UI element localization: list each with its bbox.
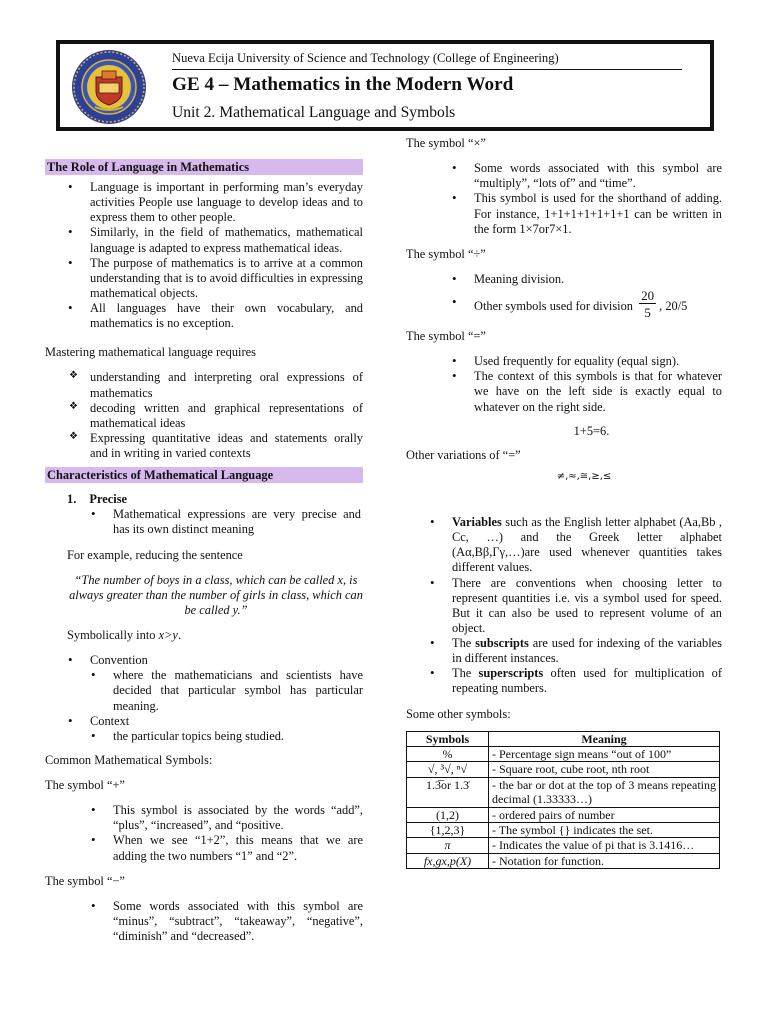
other-variations-heading: Other variations of “=” <box>406 447 521 462</box>
symbol-cell: fx,gx,p(X) <box>407 853 489 868</box>
variables-list <box>452 515 722 697</box>
equal-variations: ≠,≈,≅,≥,≤ <box>556 470 612 482</box>
variables-term: Variables <box>452 515 502 530</box>
subscripts-term: subscripts <box>475 636 529 651</box>
table-row <box>407 823 720 838</box>
plus-heading: The symbol “+” <box>45 778 125 792</box>
meaning-cell: - Square root, cube root, nth root <box>489 762 720 777</box>
list-item: • The purpose of mathematics is to arrive at a common understanding that is to avoid difficulties in expressing mathematical objects. <box>90 256 363 301</box>
division-heading: The symbol “÷” <box>406 246 486 261</box>
list-item: • Language is important in performing man’s everyday activities People use language to develop ideas and to express them to other people. <box>90 180 363 225</box>
list-item: • There are conventions when choosing letter to represent quantities i.e. νis a symbol used for speed. But it can also be used to represent volume of an object. <box>452 576 722 637</box>
symbols-column-header: Symbols <box>407 731 489 746</box>
meaning-column-header: Meaning <box>489 731 720 746</box>
list-item <box>90 714 363 744</box>
symbol-cell: (1,2) <box>407 807 489 822</box>
symbol-cell: √, ³√, ⁿ√ <box>407 762 489 777</box>
mastering-list <box>90 370 363 461</box>
list-item: ❖ Expressing quantitative ideas and statements orally and in writing in varied contexts <box>90 431 363 461</box>
list-item: • Some words associated with this symbol are “multiply”, “lots of” and “time”. <box>474 161 722 191</box>
symbol-cell: % <box>407 747 489 762</box>
characteristics-section-heading: Characteristics of Mathematical Language <box>45 467 363 483</box>
superscripts-text: often used for multiplication of repeating numbers. <box>452 666 722 696</box>
table-row <box>407 762 720 777</box>
superscripts-term: superscripts <box>478 666 544 681</box>
list-item: • Some words associated with this symbol are “minus”, “subtract”, “takeaway”, “negative”, “diminish” and “decreased”. <box>113 899 363 944</box>
meaning-cell: - ordered pairs of number <box>489 807 720 822</box>
meaning-cell: - Notation for function. <box>489 853 720 868</box>
minus-list <box>113 899 363 944</box>
meaning-cell: - The symbol {} indicates the set. <box>489 823 720 838</box>
division-text: Other symbols used for division <box>474 298 634 313</box>
list-item: • Meaning division. <box>474 272 722 287</box>
mastering-intro: Mastering mathematical language requires <box>45 345 256 360</box>
symbolically-line <box>67 628 363 643</box>
precise-title: Precise <box>89 492 128 507</box>
fraction-numerator: 20 <box>641 288 655 303</box>
list-item: • the particular topics being studied. <box>113 729 363 744</box>
convention-list <box>90 653 363 744</box>
list-item: • When we see “1+2”, this means that we are adding the two numbers “1” and “2”. <box>113 833 363 863</box>
list-item: • Similarly, in the field of mathematics, mathematical language is adapted to express mathematical ideas. <box>90 225 363 255</box>
plus-list <box>113 803 363 864</box>
symbolically-end: . <box>177 628 182 642</box>
fraction-denominator: 5 <box>644 305 651 320</box>
equals-heading: The symbol “=” <box>406 329 486 343</box>
list-item <box>452 666 722 696</box>
table-row <box>407 853 720 868</box>
symbol-cell: {1,2,3} <box>407 823 489 838</box>
subscripts-pre: The <box>452 636 476 651</box>
division-list <box>474 272 722 319</box>
precise-heading <box>67 492 363 507</box>
list-item: • This symbol is associated by the words “add”, “plus”, “increased”, and “positive. <box>113 803 363 833</box>
precise-number: 1. <box>67 492 77 507</box>
context-sublist <box>113 729 363 744</box>
minus-heading: The symbol “−” <box>45 873 125 888</box>
quote-variable: x <box>337 572 343 587</box>
symbolically-label: Symbolically into <box>67 628 156 642</box>
unit-title: Unit 2. Mathematical Language and Symbols <box>172 104 456 121</box>
list-item: ❖ understanding and interpreting oral expressions of mathematics <box>90 370 363 400</box>
course-title: GE 4 – Mathematics in the Modern Word <box>172 74 514 95</box>
table-row <box>407 777 720 807</box>
right-column <box>406 136 722 869</box>
list-item <box>452 636 722 666</box>
example-quote <box>69 573 363 618</box>
table-header-row <box>407 731 720 746</box>
quote-part: “The number of boys in a class, which can be called <box>74 572 335 587</box>
list-item <box>90 653 363 714</box>
precise-list <box>113 507 361 537</box>
meaning-cell: - Percentage sign means “out of 100” <box>489 747 720 762</box>
convention-label: Convention <box>90 653 148 668</box>
list-item <box>474 288 722 320</box>
list-item: • All languages have their own vocabulary, and mathematics is no exception. <box>90 301 363 331</box>
list-item: • The context of this symbols is that for whatever we have on the left side is exactly equal to whatever on the right side. <box>474 369 722 414</box>
superscripts-pre: The <box>452 666 479 681</box>
document-header <box>56 40 714 131</box>
equals-example: 1+5=6. <box>573 423 610 438</box>
symbols-table <box>406 731 720 870</box>
university-name: Nueva Ecija University of Science and Technology (College of Engineering) <box>172 51 559 65</box>
list-item: • Used frequently for equality (equal sign). <box>474 354 722 369</box>
table-row <box>407 747 720 762</box>
context-label: Context <box>90 713 130 728</box>
example-intro: For example, reducing the sentence <box>67 547 243 562</box>
division-fraction <box>639 289 656 319</box>
list-item <box>452 515 722 576</box>
table-row <box>407 807 720 822</box>
equals-list <box>474 354 722 415</box>
symbolic-expression: x>y <box>158 628 178 642</box>
table-row <box>407 838 720 853</box>
list-item: • Mathematical expressions are very precise and has its own distinct meaning <box>113 507 361 537</box>
university-seal-logo <box>71 49 147 125</box>
times-list <box>474 161 722 237</box>
quote-part: .” <box>237 602 248 617</box>
convention-sublist <box>113 668 363 713</box>
header-rule <box>172 69 682 70</box>
symbol-cell: 1.3̅or 1.3̇ <box>407 777 489 807</box>
role-section-heading: The Role of Language in Mathematics <box>45 159 363 175</box>
meaning-cell: - Indicates the value of pi that is 3.1416… <box>489 838 720 853</box>
list-item: • This symbol is used for the shorthand of adding. For instance, 1+1+1+1+1+1+1 can be written in the form 1×7or7×1. <box>474 191 722 236</box>
left-column <box>45 159 363 944</box>
meaning-cell: - the bar or dot at the top of 3 means repeating decimal (1.33333…) <box>489 777 720 807</box>
common-symbols-heading: Common Mathematical Symbols: <box>45 752 213 767</box>
times-heading: The symbol “×” <box>406 136 486 150</box>
list-item: ❖ decoding written and graphical representations of mathematical ideas <box>90 401 363 431</box>
division-alt: , 20/5 <box>659 298 688 313</box>
quote-part: , is always greater than the number of girls in class, which can be called <box>69 572 363 617</box>
role-list <box>90 180 363 331</box>
some-other-symbols-heading: Some other symbols: <box>406 706 511 721</box>
variables-text: such as the English letter alphabet (Aa,Bb , Cc, …) and the Greek letter alphabet (Aα,Bβ,Γγ,…)are used whenever quantities takes different values. <box>452 515 722 575</box>
subscripts-text: are used for indexing of the variables in different instances. <box>452 636 722 666</box>
quote-variable: y <box>232 602 238 617</box>
symbol-cell: π <box>407 838 489 853</box>
list-item: • where the mathematicians and scientists have decided that particular symbol has particular meaning. <box>113 668 363 713</box>
